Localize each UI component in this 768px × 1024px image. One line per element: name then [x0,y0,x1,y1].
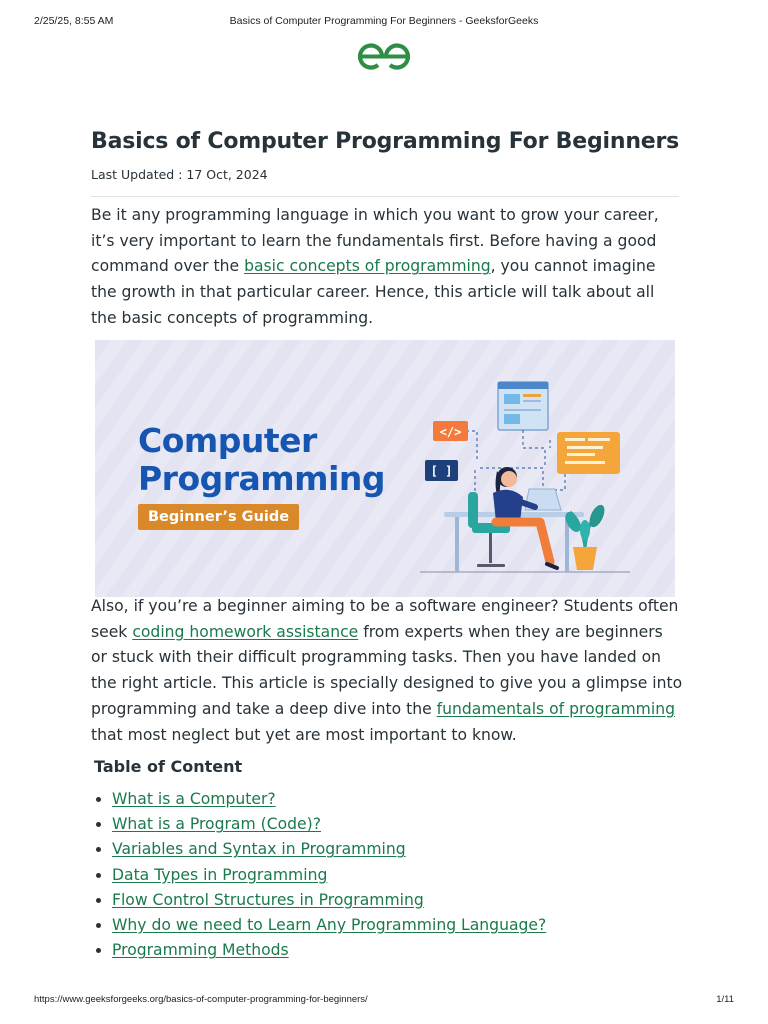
banner-line-2: Programming [138,459,385,498]
basic-concepts-link[interactable]: basic concepts of programming [244,257,491,276]
toc-item [112,938,546,963]
banner-line-1: Computer [138,421,317,460]
print-header [34,15,734,31]
browser-window-icon [498,382,548,430]
svg-text:[ ]: [ ] [430,464,453,478]
title-divider [91,196,679,197]
toc-link-why-learn[interactable]: Why do we need to Learn Any Programming Language? [112,916,547,935]
banner-badge: Beginner’s Guide [138,504,299,530]
last-updated: Last Updated : 17 Oct, 2024 [91,167,268,182]
body-text-3: that most neglect but yet are most important to know. [91,725,517,744]
toc-item [112,837,546,862]
toc-link-flow-control[interactable]: Flow Control Structures in Programming [112,890,424,909]
toc-item [112,913,546,938]
code-card-icon [557,432,620,474]
toc-title: Table of Content [94,757,243,776]
toc-link-variables-syntax[interactable]: Variables and Syntax in Programming [112,840,406,859]
svg-text:</>: </> [439,425,462,439]
coding-homework-link[interactable]: coding homework assistance [132,622,359,641]
body-text-2: from experts when they are beginners or stuck with their difficult programming tasks. Then you have landed on the right article. This article is specially designed to give you a glimpse into programming and take a deep dive into the [91,622,683,718]
intro-text-after: , you cannot imagine the growth in that particular career. Hence, this article will talk about all the basic concepts of programming. [91,257,656,327]
table-of-content [91,787,546,963]
fundamentals-link[interactable]: fundamentals of programming [436,699,675,718]
article-title: Basics of Computer Programming For Beginners [91,129,680,154]
print-document-title: Basics of Computer Programming For Beginners - GeeksforGeeks [229,15,539,27]
square-brackets-icon [425,460,458,481]
banner-heading [138,422,385,498]
body-text-1: Also, if you’re a beginner aiming to be a software engineer? Students often seek [91,597,679,641]
code-tag-icon [433,421,468,441]
intro-text-before: Be it any programming language in which you want to grow your career, it’s very important to learn the fundamentals first. Before having a good command over the [91,206,659,276]
toc-item [112,812,546,837]
print-url: https://www.geeksforgeeks.org/basics-of-computer-programming-for-beginners/ [34,994,368,1005]
print-page-number: 1/11 [716,994,734,1005]
toc-link-what-is-program[interactable]: What is a Program (Code)? [112,815,321,834]
article-banner-image [95,340,675,597]
toc-item [112,787,546,812]
toc-item [112,888,546,913]
toc-link-what-is-computer[interactable]: What is a Computer? [112,790,276,808]
gfg-logo-icon[interactable] [356,42,412,72]
intro-paragraph [91,203,683,332]
toc-link-programming-methods[interactable]: Programming Methods [112,941,289,960]
print-datetime: 2/25/25, 8:55 AM [34,15,114,27]
body-paragraph [91,594,683,748]
toc-link-data-types[interactable]: Data Types in Programming [112,865,328,884]
print-footer [34,994,734,1008]
toc-item [112,863,546,888]
